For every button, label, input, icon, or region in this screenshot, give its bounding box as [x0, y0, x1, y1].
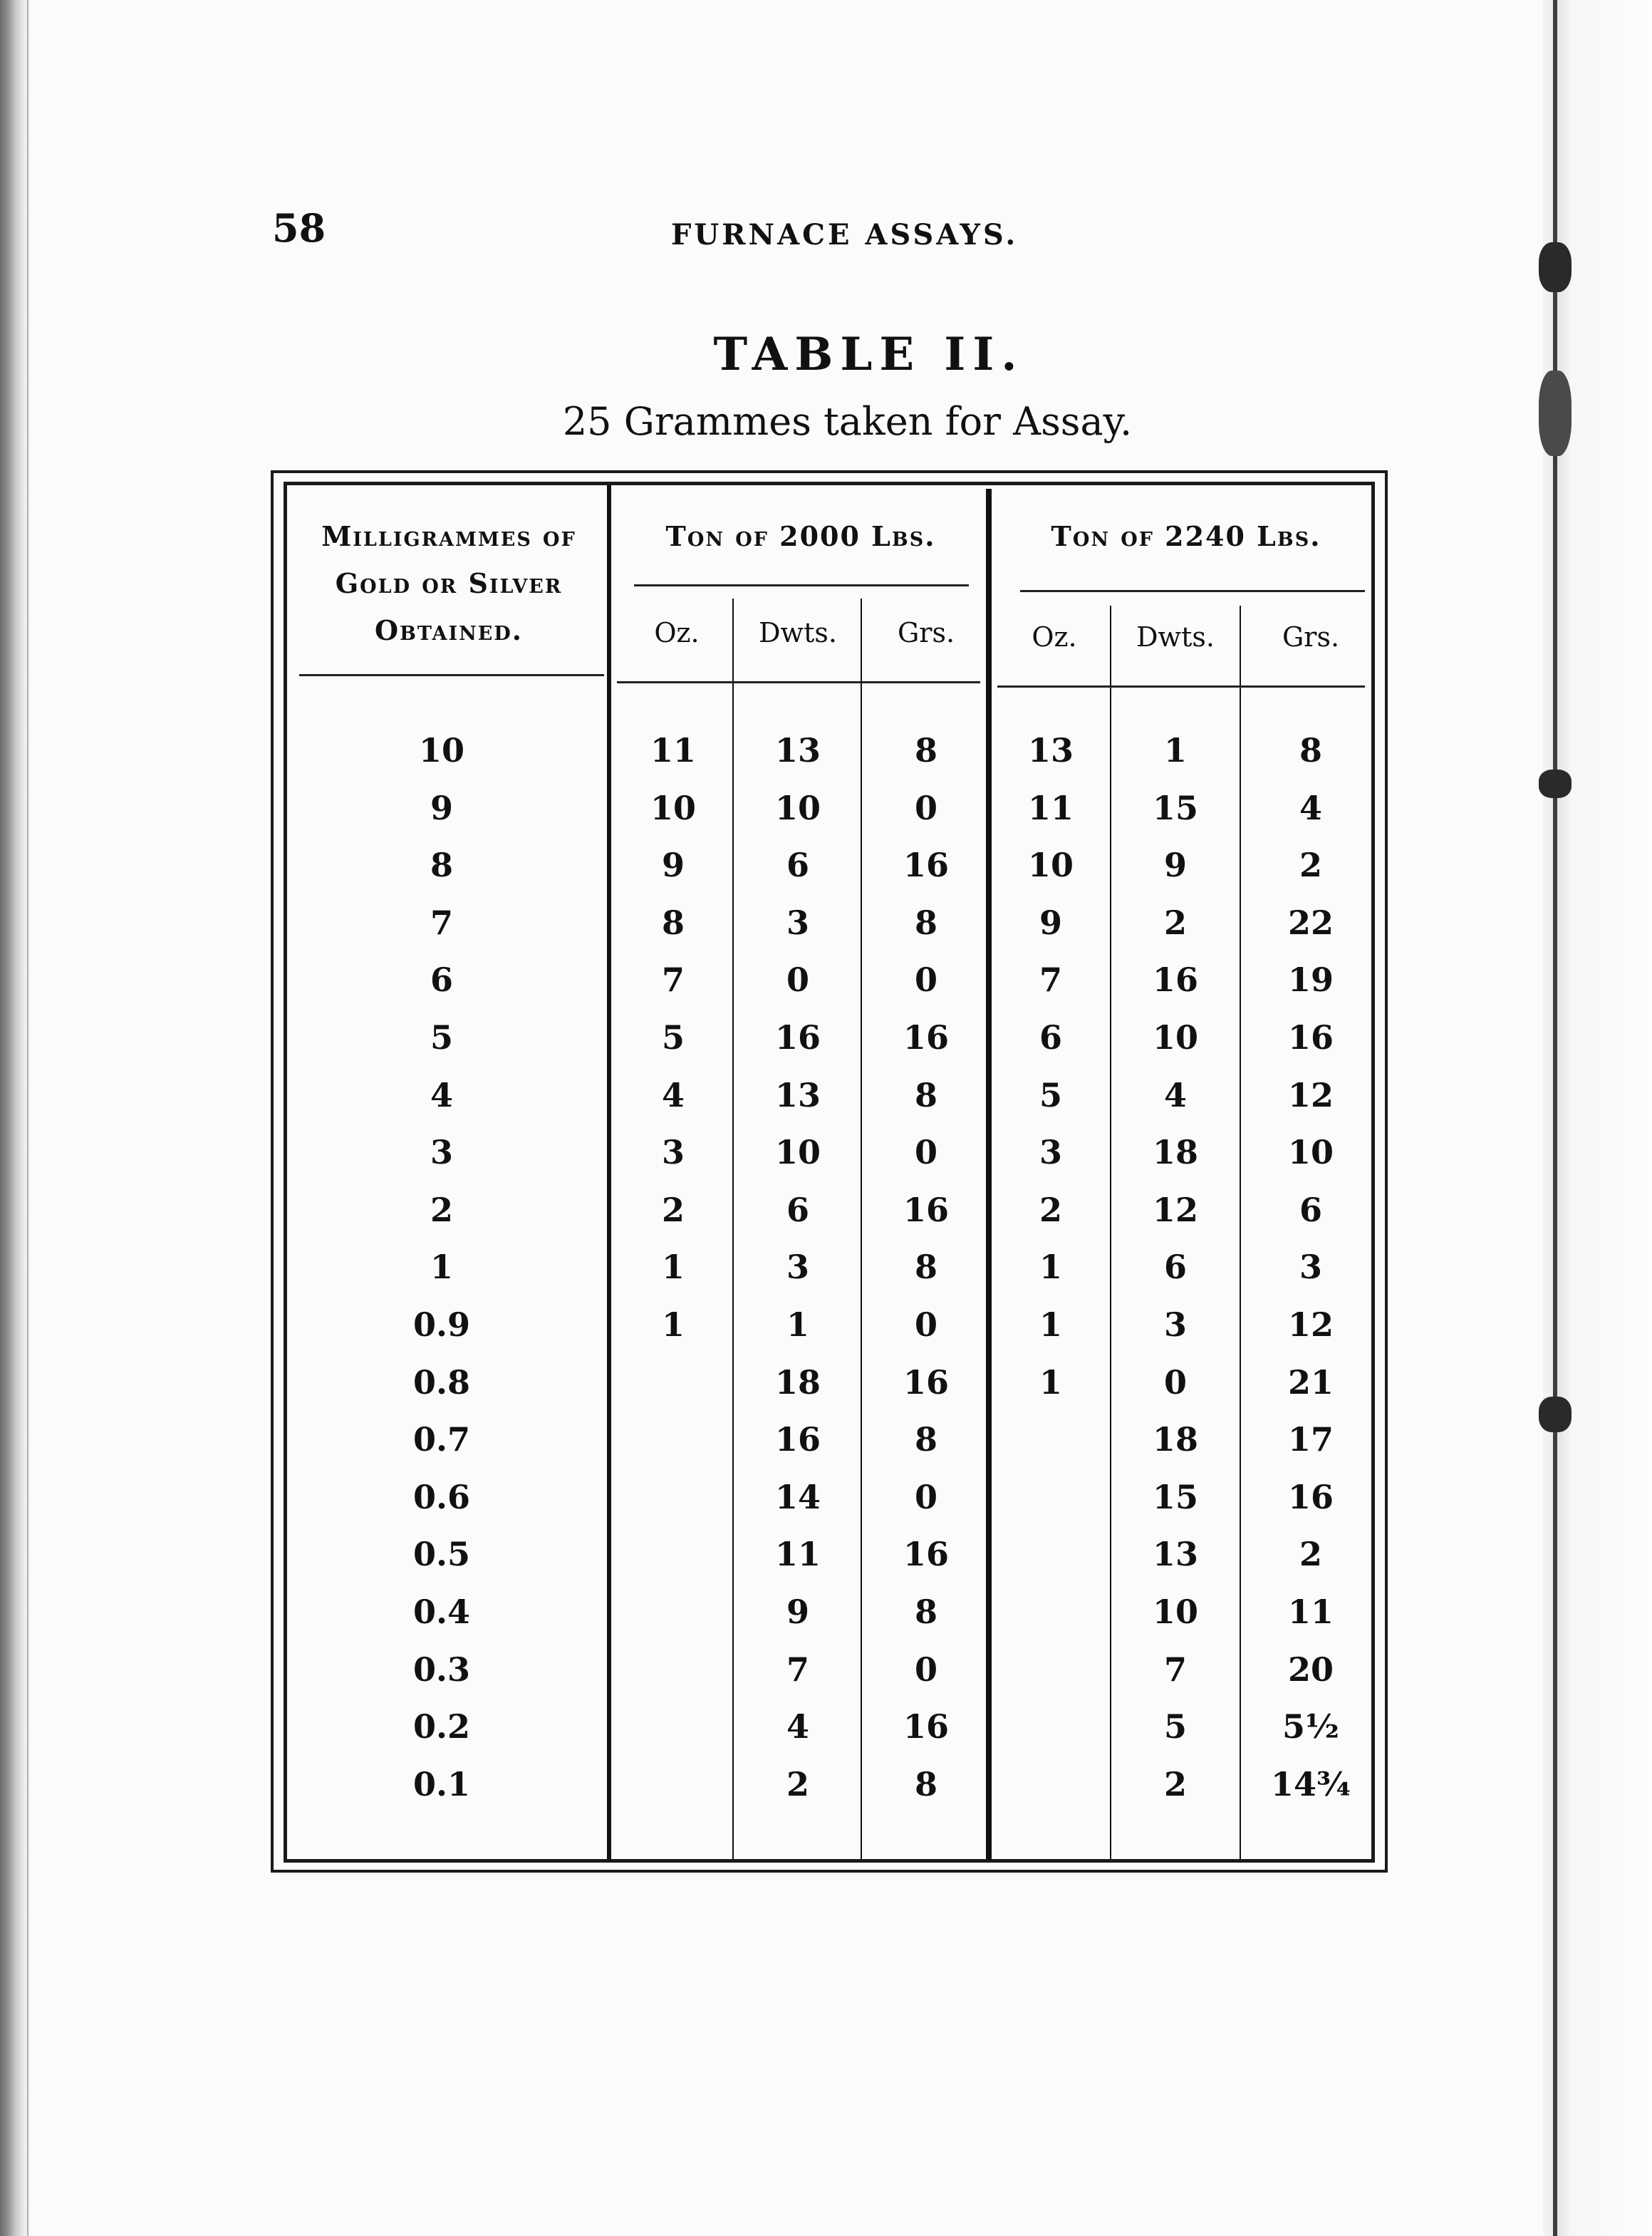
table-cell: 13	[774, 1076, 821, 1114]
table-cell: 16	[903, 1363, 949, 1402]
table-cell: 7	[1163, 1650, 1187, 1689]
table-cell: 18	[1152, 1420, 1198, 1459]
header-line: Milligrammes of	[321, 520, 576, 552]
column-header-milligrammes	[299, 513, 598, 654]
table-cell: 21	[1287, 1363, 1334, 1402]
table-cell: 9	[430, 789, 453, 827]
table-cell: 8	[661, 904, 685, 942]
table-cell: 2	[1299, 1535, 1322, 1573]
table-cell: 20	[1287, 1650, 1334, 1689]
table-cell: 0.3	[412, 1650, 471, 1689]
table-row	[0, 789, 1652, 846]
table-cell: 8	[430, 846, 453, 884]
table-cell: 3	[661, 1133, 685, 1171]
table-cell: 8	[914, 731, 937, 770]
table-cell: 0.8	[412, 1363, 471, 1402]
table-cell: 16	[903, 1191, 949, 1229]
table-cell: 4	[786, 1707, 809, 1746]
table-cell: 13	[1152, 1535, 1198, 1573]
table-cell: 18	[1152, 1133, 1198, 1171]
table-cell: 16	[903, 1018, 949, 1057]
table-cell: 10	[774, 789, 821, 827]
table-cell: 5½	[1282, 1707, 1339, 1746]
table-cell: 5	[661, 1018, 685, 1057]
table-cell: 6	[430, 961, 453, 999]
table-cell: 6	[786, 846, 809, 884]
table-cell: 2	[1039, 1191, 1062, 1229]
table-cell: 8	[914, 1593, 937, 1631]
table-row	[0, 1765, 1652, 1822]
group-rule	[634, 584, 969, 586]
table-cell: 8	[914, 1420, 937, 1459]
table-cell: 18	[774, 1363, 821, 1402]
group-rule	[1020, 590, 1365, 592]
table-row	[0, 1133, 1652, 1190]
table-cell: 15	[1152, 1478, 1198, 1516]
subheader-grs: Grs.	[897, 617, 955, 648]
table-cell: 3	[786, 1248, 809, 1286]
table-title: TABLE II.	[713, 328, 1024, 381]
table-cell: 0.7	[412, 1420, 471, 1459]
table-cell: 16	[1287, 1018, 1334, 1057]
header-rule	[997, 685, 1365, 688]
table-row	[0, 1191, 1652, 1248]
table-row	[0, 1420, 1652, 1477]
table-cell: 0	[914, 1650, 937, 1689]
table-cell: 4	[1163, 1076, 1187, 1114]
table-cell: 3	[1163, 1305, 1187, 1344]
table-row	[0, 1018, 1652, 1075]
table-cell: 0	[914, 1305, 937, 1344]
table-cell: 14	[774, 1478, 821, 1516]
table-cell: 7	[1039, 961, 1062, 999]
table-cell: 17	[1287, 1420, 1334, 1459]
table-cell: 2	[786, 1765, 809, 1803]
table-row	[0, 1535, 1652, 1592]
table-cell: 13	[774, 731, 821, 770]
page-number: 58	[272, 205, 326, 251]
table-cell: 0	[914, 961, 937, 999]
subheader-oz: Oz.	[1032, 621, 1077, 653]
table-cell: 7	[430, 904, 453, 942]
table-cell: 0.9	[412, 1305, 471, 1344]
table-cell: 0.2	[412, 1707, 471, 1746]
table-cell: 5	[1163, 1707, 1187, 1746]
table-cell: 16	[903, 846, 949, 884]
table-cell: 4	[430, 1076, 453, 1114]
table-cell: 8	[1299, 731, 1322, 770]
table-cell: 16	[774, 1420, 821, 1459]
table-cell: 13	[1027, 731, 1074, 770]
table-cell: 8	[914, 1248, 937, 1286]
table-cell: 16	[903, 1535, 949, 1573]
table-cell: 8	[914, 1765, 937, 1803]
table-cell: 16	[903, 1707, 949, 1746]
table-cell: 2	[430, 1191, 453, 1229]
table-cell: 22	[1287, 904, 1334, 942]
table-cell: 2	[1299, 846, 1322, 884]
table-row	[0, 846, 1652, 903]
table-cell: 10	[418, 731, 464, 770]
table-cell: 11	[1287, 1593, 1334, 1631]
table-cell: 6	[1299, 1191, 1322, 1229]
subheader-oz: Oz.	[654, 617, 700, 648]
table-cell: 4	[661, 1076, 685, 1114]
table-cell: 12	[1287, 1305, 1334, 1344]
table-cell: 7	[661, 961, 685, 999]
table-cell: 0	[914, 789, 937, 827]
table-row	[0, 1478, 1652, 1535]
subheader-dwts: Dwts.	[759, 617, 837, 648]
table-cell: 10	[1027, 846, 1074, 884]
table-cell: 6	[1039, 1018, 1062, 1057]
table-cell: 1	[661, 1305, 685, 1344]
table-cell: 16	[1287, 1478, 1334, 1516]
table-row	[0, 961, 1652, 1018]
table-cell: 0.4	[412, 1593, 471, 1631]
table-row	[0, 1707, 1652, 1764]
table-cell: 0	[914, 1133, 937, 1171]
table-cell: 11	[650, 731, 696, 770]
table-cell: 0	[914, 1478, 937, 1516]
table-row	[0, 1076, 1652, 1133]
group-header-ton-2000: Ton of 2000 Lbs.	[665, 520, 936, 552]
group-header-ton-2240: Ton of 2240 Lbs.	[1051, 520, 1321, 552]
table-cell: 1	[1039, 1248, 1062, 1286]
table-subtitle: 25 Grammes taken for Assay.	[562, 399, 1133, 444]
table-cell: 10	[1152, 1018, 1198, 1057]
table-cell: 7	[786, 1650, 809, 1689]
table-cell: 0	[1163, 1363, 1187, 1402]
table-row	[0, 1593, 1652, 1650]
table-cell: 1	[1039, 1363, 1062, 1402]
table-cell: 16	[774, 1018, 821, 1057]
table-cell: 19	[1287, 961, 1334, 999]
table-row	[0, 731, 1652, 788]
table-cell: 5	[430, 1018, 453, 1057]
table-cell: 1	[661, 1248, 685, 1286]
table-cell: 16	[1152, 961, 1198, 999]
table-cell: 6	[786, 1191, 809, 1229]
table-cell: 0.6	[412, 1478, 471, 1516]
table-cell: 10	[1152, 1593, 1198, 1631]
table-cell: 10	[774, 1133, 821, 1171]
table-cell: 9	[1163, 846, 1187, 884]
table-cell: 8	[914, 904, 937, 942]
header-line: Gold or Silver	[335, 567, 563, 599]
header-rule	[299, 674, 604, 676]
table-cell: 10	[1287, 1133, 1334, 1171]
table-cell: 0	[786, 961, 809, 999]
table-cell: 12	[1287, 1076, 1334, 1114]
header-line: Obtained.	[374, 614, 524, 646]
subheader-grs: Grs.	[1282, 621, 1340, 653]
table-cell: 3	[786, 904, 809, 942]
table-cell: 1	[1039, 1305, 1062, 1344]
table-row	[0, 1650, 1652, 1707]
table-cell: 3	[430, 1133, 453, 1171]
subheader-dwts: Dwts.	[1136, 621, 1215, 653]
table-row	[0, 904, 1652, 961]
table-cell: 0.5	[412, 1535, 471, 1573]
table-cell: 0.1	[412, 1765, 471, 1803]
table-cell: 11	[1027, 789, 1074, 827]
table-cell: 1	[430, 1248, 453, 1286]
table-cell: 3	[1039, 1133, 1062, 1171]
table-cell: 1	[786, 1305, 809, 1344]
table-cell: 14¾	[1271, 1765, 1351, 1803]
table-cell: 5	[1039, 1076, 1062, 1114]
table-cell: 6	[1163, 1248, 1187, 1286]
table-cell: 11	[774, 1535, 821, 1573]
table-cell: 15	[1152, 789, 1198, 827]
table-cell: 2	[1163, 904, 1187, 942]
table-cell: 9	[1039, 904, 1062, 942]
table-cell: 2	[1163, 1765, 1187, 1803]
table-row	[0, 1248, 1652, 1305]
header-rule	[617, 681, 980, 683]
running-head: FURNACE ASSAYS.	[671, 218, 1019, 252]
table-cell: 3	[1299, 1248, 1322, 1286]
table-cell: 9	[786, 1593, 809, 1631]
table-cell: 2	[661, 1191, 685, 1229]
table-cell: 1	[1163, 731, 1187, 770]
table-cell: 10	[650, 789, 696, 827]
table-cell: 9	[661, 846, 685, 884]
table-row	[0, 1305, 1652, 1362]
table-cell: 8	[914, 1076, 937, 1114]
table-row	[0, 1363, 1652, 1420]
table-cell: 4	[1299, 789, 1322, 827]
binding-knot	[1539, 242, 1572, 292]
table-cell: 12	[1152, 1191, 1198, 1229]
